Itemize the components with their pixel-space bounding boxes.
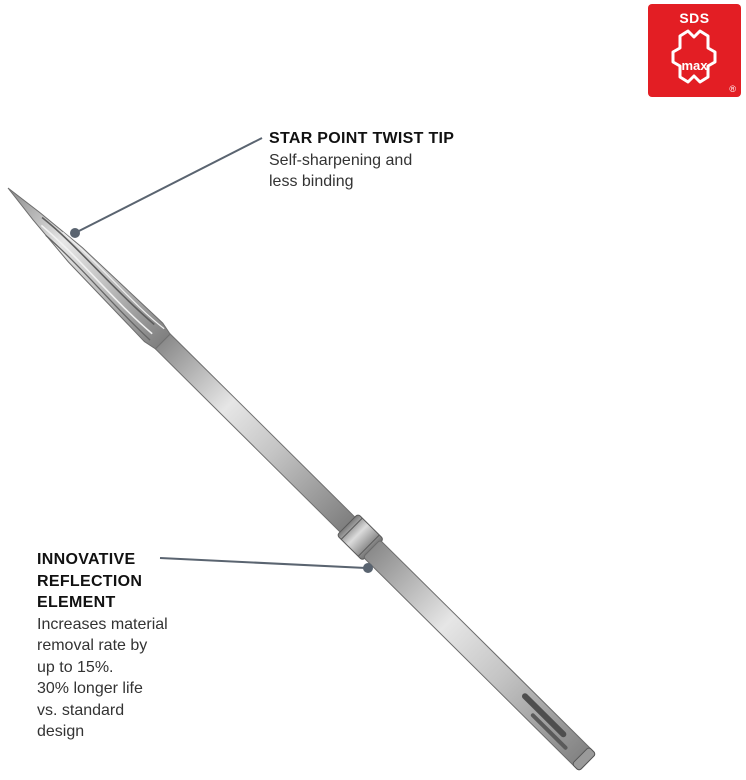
callout-description: Increases material removal rate by up to 15%. 30% longer life vs. standard design	[37, 615, 168, 740]
sds-logo-text: SDS	[679, 10, 710, 26]
callout-title: STAR POINT TWIST TIP	[269, 130, 455, 147]
reflection-leader-dot	[363, 563, 373, 573]
tip-leader-line	[75, 138, 262, 233]
registered-mark: ®	[729, 84, 736, 94]
callout-description: Self-sharpening and less binding	[269, 151, 413, 190]
sds-max-logo	[648, 4, 741, 97]
star-point-callout	[269, 128, 509, 193]
callout-title: INNOVATIVE REFLECTION ELEMENT	[37, 551, 143, 611]
max-logo-text: max	[681, 58, 708, 73]
tip-leader-dot	[70, 228, 80, 238]
reflection-element-callout	[37, 549, 237, 743]
